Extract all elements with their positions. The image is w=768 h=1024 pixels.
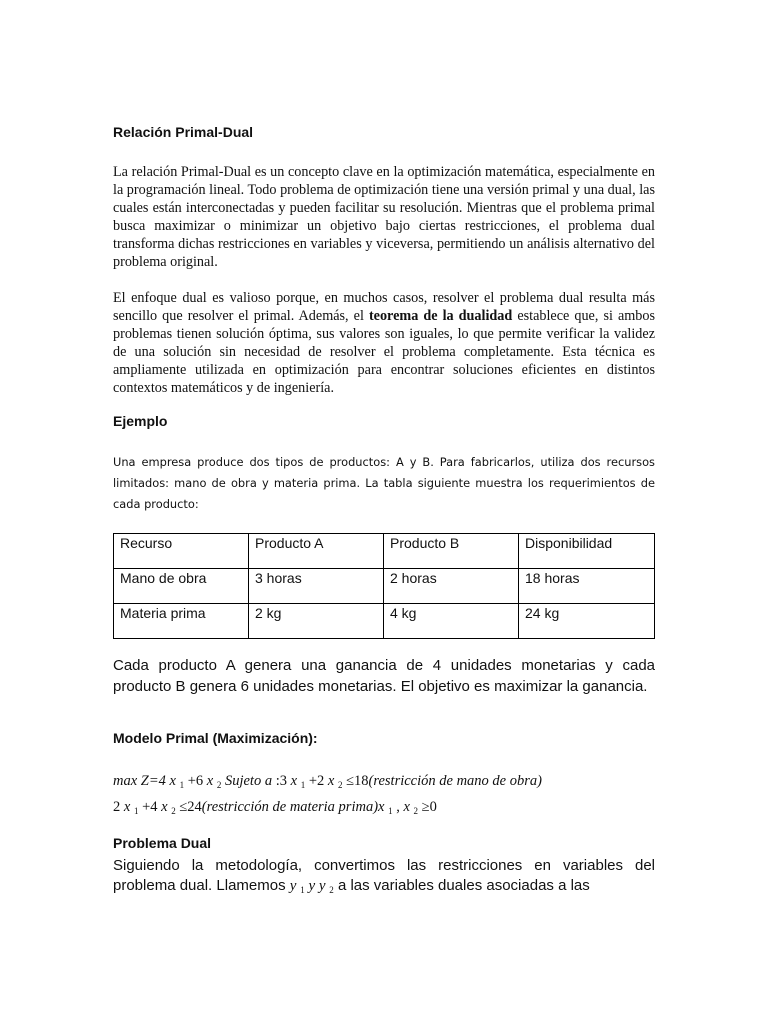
table-header-cell: Disponibilidad	[519, 534, 655, 569]
table-cell: Mano de obra	[114, 569, 249, 604]
duality-theorem-bold: teorema de la dualidad	[368, 308, 513, 324]
table-row	[114, 569, 655, 604]
table-header-cell: Producto A	[249, 534, 384, 569]
dual-problem-heading: Problema Dual	[113, 835, 212, 851]
primal-model-heading: Modelo Primal (Maximización):	[113, 730, 318, 746]
table-header-row	[114, 534, 655, 569]
dual-variables-inline: y $_1$ y y $_2$	[289, 878, 334, 895]
section-title: Relación Primal-Dual	[113, 124, 254, 140]
duality-text-end: establece que, si ambos problemas tienen solución óptima, sus valores son iguales, lo que permite verificar la validez de una solución sin necesidad de resolver el problema completamente. Esta técnica es ampliamente utilizada en optimización para encontrar soluciones eficientes en distintos contextos matemáticos y de ingeniería.	[113, 308, 655, 396]
table-header-cell: Producto B	[384, 534, 519, 569]
table-cell: Materia prima	[114, 604, 249, 639]
table-row	[114, 604, 655, 639]
table-cell: 24 kg	[519, 604, 655, 639]
requirements-table	[113, 533, 655, 639]
duality-paragraph	[113, 289, 655, 397]
table-cell: 4 kg	[384, 604, 519, 639]
primal-equation-line-2: 2 x $_1$ +4 x $_2$ ≤24(restricción de materia prima)x $_1$ , x $_2$ ≥0	[113, 799, 437, 816]
example-heading: Ejemplo	[113, 413, 168, 429]
table-cell: 2 horas	[384, 569, 519, 604]
gain-paragraph: Cada producto A genera una ganancia de 4 unidades monetarias y cada producto B genera 6 unidades monetarias. El objetivo es maximizar la ganancia.	[113, 657, 655, 695]
dual-method-paragraph: Siguiendo la metodología, convertimos las restricciones en variables del problema dual. Llamemos y $_1$ y y $_2$ a las variables duales asociadas a las	[113, 857, 655, 895]
table-cell: 3 horas	[249, 569, 384, 604]
duality-text-start: El enfoque dual es valioso porque, en muchos casos, resolver el problema dual resulta más sencillo que resolver el primal. Además, el	[113, 290, 655, 324]
table-cell: 2 kg	[249, 604, 384, 639]
primal-equation-line-1: max Z=4 x $_1$ +6 x $_2$ Sujeto a :3 x $_1$ +2 x $_2$ ≤18(restricción de mano de obra)	[113, 773, 542, 790]
table-cell: 18 horas	[519, 569, 655, 604]
intro-paragraph: La relación Primal-Dual es un concepto clave en la optimización matemática, especialmente en la programación lineal. Todo problema de optimización tiene una versión primal y una dual, las cuales están interconectadas y pueden facilitar su resolución. Mientras que el problema primal busca maximizar o minimizar un objetivo bajo ciertas restricciones, el problema dual transforma dichas restricciones en variables y viceversa, permitiendo un análisis alternativo del problema original.	[113, 164, 655, 270]
table-header-cell: Recurso	[114, 534, 249, 569]
example-paragraph: Una empresa produce dos tipos de productos: A y B. Para fabricarlos, utiliza dos recursos limitados: mano de obra y materia prima. La tabla siguiente muestra los requerimientos de cada producto:	[113, 455, 655, 511]
